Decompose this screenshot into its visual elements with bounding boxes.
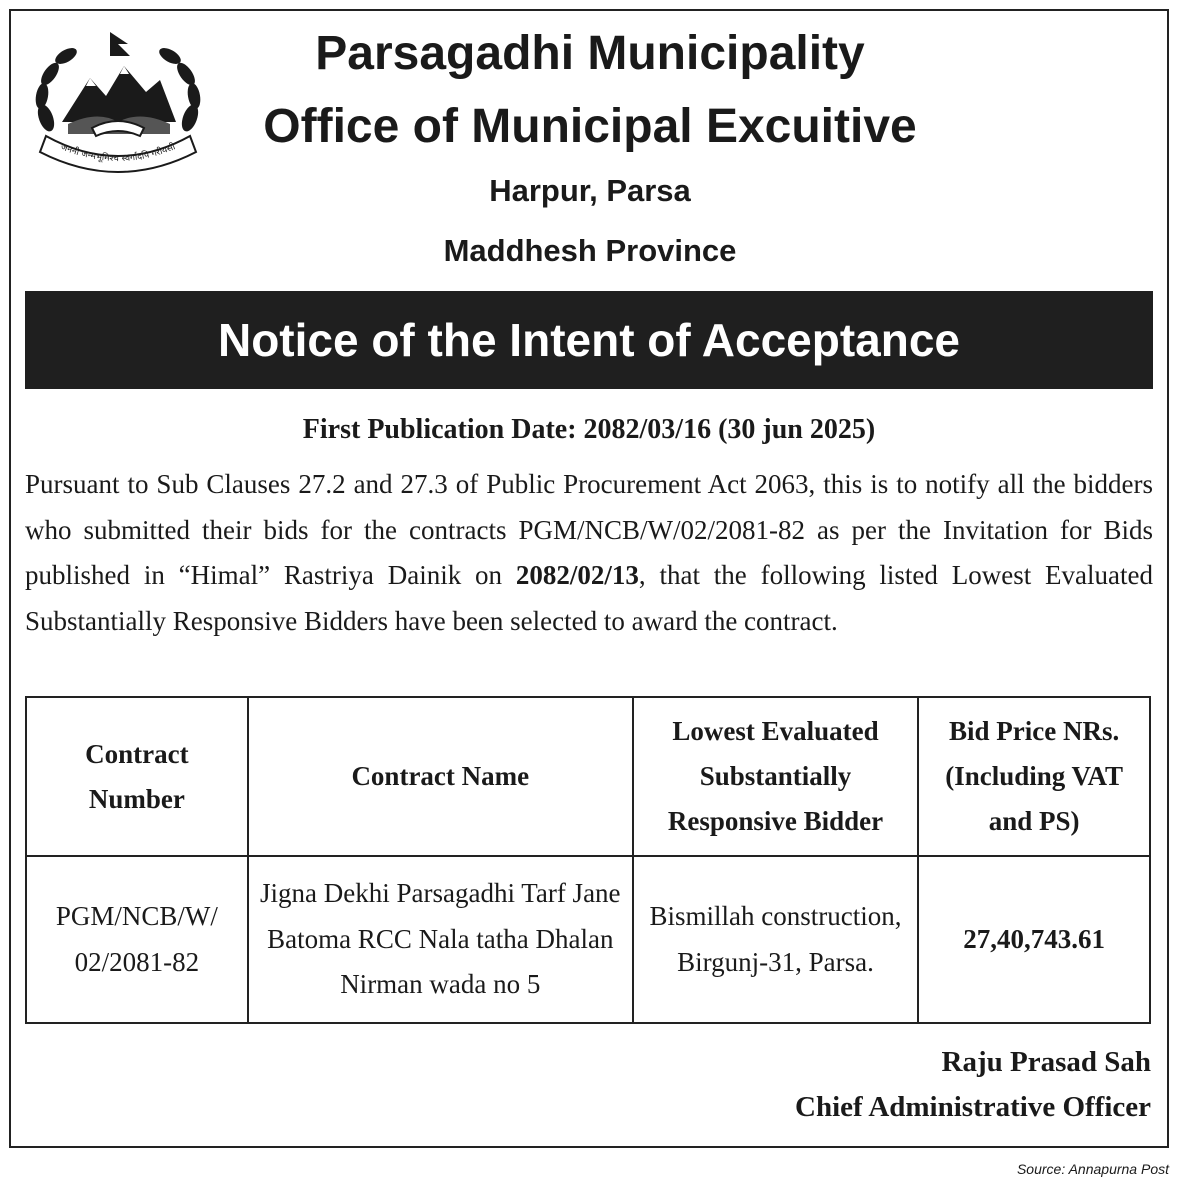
header-contract-number: Contract Number xyxy=(26,697,248,856)
source-credit: Source: Annapurna Post xyxy=(1016,1161,1169,1177)
office-name: Office of Municipal Excuitive xyxy=(263,100,917,153)
header-contract-name: Contract Name xyxy=(248,697,633,856)
nepal-emblem-icon xyxy=(28,26,208,184)
location: Harpur, Parsa xyxy=(489,173,691,208)
emblem-motto: जननी जन्मभूमिश्च स्वर्गादपि गरीयसी xyxy=(59,142,177,165)
header-bid-price: Bid Price NRs. (Including VAT and PS) xyxy=(918,697,1150,856)
paragraph-text-1: Pursuant to Sub Clauses 27.2 and 27.3 of Public Procurement Act 2063, this is to notify all the bidders who submitted their bids for the contracts PGM/NCB/W/02/2081-82 as per the Invitation for Bids published in “Himal” Rastriya Dainik on xyxy=(25,469,1153,590)
signatory-name: Raju Prasad Sah xyxy=(941,1046,1151,1078)
header-bidder: Lowest Evaluated Substantially Responsive Bidder xyxy=(633,697,919,856)
cell-contract-number: PGM/NCB/W/ 02/2081-82 xyxy=(26,856,248,1023)
table-row xyxy=(26,856,1150,1023)
cell-contract-name: Jigna Dekhi Parsagadhi Tarf Jane Batoma RCC Nala tatha Dhalan Nirman wada no 5 xyxy=(248,856,633,1023)
ifb-date: 2082/02/13 xyxy=(515,560,639,590)
province: Maddhesh Province xyxy=(443,233,737,268)
contract-table xyxy=(25,696,1151,1024)
cell-bid-price: 27,40,743.61 xyxy=(918,856,1150,1023)
municipality-name: Parsagadhi Municipality xyxy=(315,27,865,80)
paragraph-text-2: , that the following listed Lowest Evaluated Substantially Responsive Bidders have been selected to award the contract. xyxy=(25,560,1153,636)
publication-date: First Publication Date: 2082/03/16 (30 jun 2025) xyxy=(302,414,876,445)
table-header-row xyxy=(26,697,1150,856)
notice-title: Notice of the Intent of Acceptance xyxy=(25,291,1153,389)
cell-bidder: Bismillah construction, Birgunj-31, Parsa. xyxy=(633,856,919,1023)
signatory-title: Chief Administrative Officer xyxy=(795,1091,1151,1123)
notice-paragraph xyxy=(25,462,1153,644)
